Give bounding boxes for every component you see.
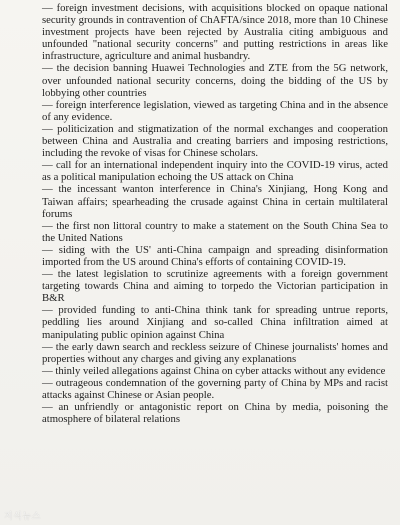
list-item: — outrageous condemnation of the governing party of China by MPs and racist attacks against Chinese or Asian people. bbox=[42, 376, 388, 401]
list-item: — the latest legislation to scrutinize agreements with a foreign government targeting towards China and aiming to torpedo the Victorian participation in B&R bbox=[42, 268, 388, 305]
watermark: 지식뉴스 bbox=[4, 512, 41, 522]
list-item: — an unfriendly or antagonistic report on China by media, poisoning the atmosphere of bilateral relations bbox=[42, 401, 388, 426]
list-item: — call for an international independent inquiry into the COVID-19 virus, acted as a political manipulation echoing the US attack on China bbox=[42, 159, 388, 184]
document-body bbox=[42, 2, 388, 425]
list-item: — the incessant wanton interference in China's Xinjiang, Hong Kong and Taiwan affairs; spearheading the crusade against China in certain multilateral forums bbox=[42, 183, 388, 220]
list-item: — provided funding to anti-China think tank for spreading untrue reports, peddling lies around Xinjiang and so-called China infiltration aimed at manipulating public opinion against China bbox=[42, 304, 388, 341]
list-item: — the early dawn search and reckless seizure of Chinese journalists' homes and properties without any charges and giving any explanations bbox=[42, 340, 388, 365]
list-item: — foreign interference legislation, viewed as targeting China and in the absence of any evidence. bbox=[42, 98, 388, 123]
list-item: — foreign investment decisions, with acquisitions blocked on opaque national security grounds in contravention of ChAFTA/since 2018, more than 10 Chinese investment projects have been rejected by Australia citing ambiguous and unfounded "national security concerns" and putting restrictions in areas like infrastructure, agriculture and animal husbandry. bbox=[42, 2, 388, 63]
list-item: — siding with the US' anti-China campaign and spreading disinformation imported from the US around China's efforts of containing COVID-19. bbox=[42, 243, 388, 268]
list-item: — thinly veiled allegations against China on cyber attacks without any evidence bbox=[42, 364, 386, 377]
list-item: — the decision banning Huawei Technologies and ZTE from the 5G network, over unfounded national security concerns, doing the bidding of the US by lobbying other countries bbox=[42, 62, 388, 99]
list-item: — politicization and stigmatization of the normal exchanges and cooperation between China and Australia and creating barriers and imposing restrictions, including the revoke of visas for Chinese scholars. bbox=[42, 122, 388, 160]
list-item: — the first non littoral country to make a statement on the South China Sea to the United Nations bbox=[42, 219, 388, 244]
